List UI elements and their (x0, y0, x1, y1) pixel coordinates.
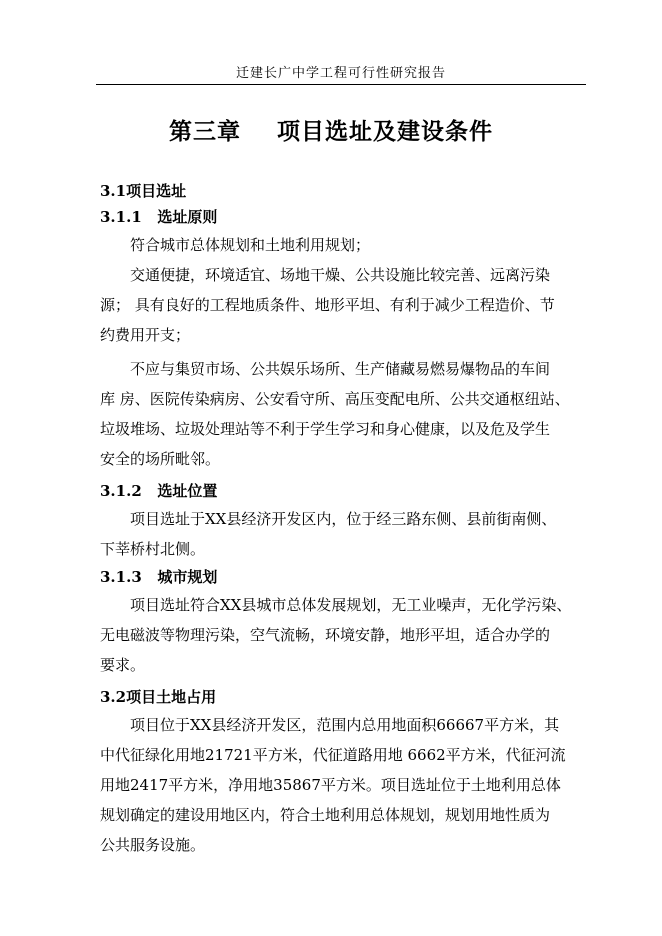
section-heading-3-1: 3.1项目选址 (100, 182, 187, 200)
header-rule (96, 84, 586, 85)
section-heading-3-1-3: 3.1.3 城市规划 (100, 568, 218, 586)
section-heading-3-1-2: 3.1.2 选址位置 (100, 482, 218, 500)
paragraph-site-principle-1: 符合城市总体规划和土地利用规划； (130, 236, 371, 254)
paragraph-city-planning: 项目选址符合XX县城市总体发展规划，无工业噪声，无化学污染、 无电磁波等物理污染，空气流畅，环境安静，地形平坦，适合办学的 要求。 (100, 596, 572, 674)
running-header: 迁建长广中学工程可行性研究报告 (235, 66, 446, 81)
paragraph-site-principle-3: 不应与集贸市场、公共娱乐场所、生产储藏易燃易爆物品的车间 库 房、医院传染病房、公安看守所、高压变配电所、公共交通枢纽站、 垃圾堆场、垃圾处理站等不利于学生学习和身心健康，以及危及学生 安全的场所毗邻。 (100, 360, 570, 468)
chapter-title: 第三章 项目选址及建设条件 (168, 118, 494, 145)
paragraph-site-location: 项目选址于XX县经济开发区内，位于经三路东侧、县前街南侧、 下莘桥村北侧。 (100, 510, 557, 558)
section-heading-3-1-1: 3.1.1 选址原则 (100, 208, 218, 226)
document-body (100, 178, 588, 860)
section-heading-3-2: 3.2项目土地占用 (100, 688, 217, 706)
paragraph-site-principle-2: 交通便捷，环境适宜、场地干燥、公共设施比较完善、远离污染 源； 具有良好的工程地质条件、地形平坦、有利于减少工程造价、节 约费用开支； (100, 266, 555, 344)
paragraph-land-use: 项目位于XX县经济开发区，范围内总用地面积66667平方米，其 中代征绿化用地21721平方米，代征道路用地 6662平方米，代征河流 用地2417平方米，净用地35867平方米。项目选址位于土地利用总体 规划确定的建设用地区内，符合土地利用总体规划，规划用地性质为 公共服务设施。 (100, 716, 566, 854)
